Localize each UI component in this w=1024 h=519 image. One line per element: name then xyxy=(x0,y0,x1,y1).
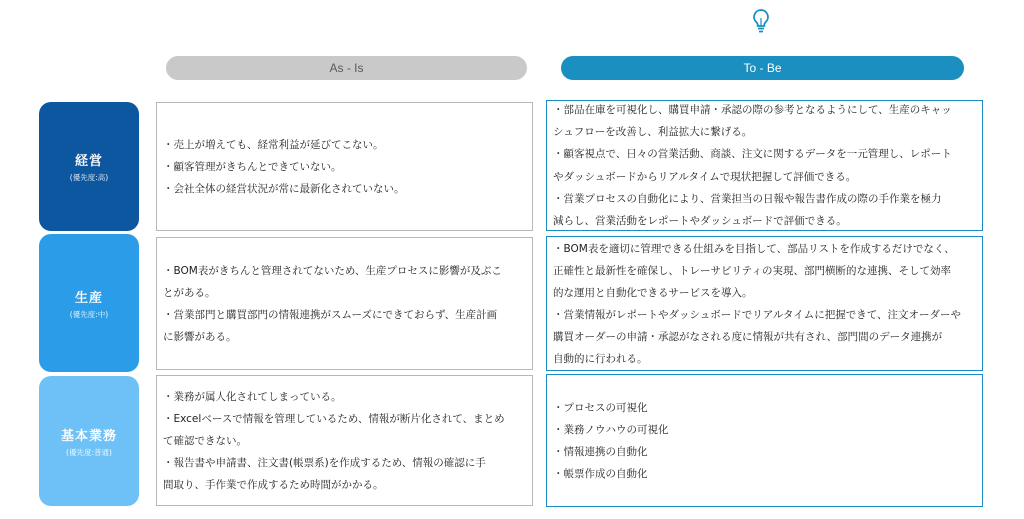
list-item: ・帳票作成の自動化 xyxy=(553,467,648,480)
list-item: ・売上が増えても、経常利益が延びてこない。 xyxy=(163,138,384,151)
category-title: 基本業務 xyxy=(60,428,117,444)
asis-basic-box xyxy=(156,375,533,506)
list-item: ・顧客管理がきちんとできていない。 xyxy=(163,160,342,173)
list-item: シュフローを改善し、利益拡大に繋げる。 xyxy=(553,125,753,138)
asis-production-box xyxy=(156,237,533,370)
category-basic-operations xyxy=(39,376,139,506)
list-item: て確認できない。 xyxy=(163,434,247,447)
category-priority: (優先度:普通) xyxy=(66,447,112,457)
list-item: ・Excelベースで情報を管理しているため、情報が断片化されて、まとめ xyxy=(163,412,505,425)
lightbulb-icon xyxy=(751,8,771,34)
list-item: とがある。 xyxy=(163,286,216,299)
list-item: 自動的に行われる。 xyxy=(553,352,648,365)
list-item: ・営業プロセスの自動化により、営業担当の日報や報告書作成の際の手作業を極力 xyxy=(553,192,942,205)
list-item: ・プロセスの可視化 xyxy=(553,401,648,414)
category-management xyxy=(39,102,139,231)
list-item: ・業務ノウハウの可視化 xyxy=(553,423,669,436)
list-item: やダッシュボードからリアルタイムで現状把握して評価できる。 xyxy=(553,170,857,183)
list-item: ・報告書や申請書、注文書(帳票系)を作成するため、情報の確認に手 xyxy=(163,456,486,469)
tobe-production-box xyxy=(546,236,983,371)
list-item: 購買オーダーの申請・承認がなされる度に情報が共有され、部門間のデータ連携が xyxy=(553,330,943,343)
category-title: 経営 xyxy=(74,154,103,169)
list-item: ・会社全体の経営状況が常に最新化されていない。 xyxy=(163,182,405,195)
list-item: ・部品在庫を可視化し、購買申請・承認の際の参考となるようにして、生産のキャッ xyxy=(553,103,952,116)
category-production xyxy=(39,234,139,372)
list-item: 減らし、営業活動をレポートやダッシュボードで評価できる。 xyxy=(553,215,847,228)
category-priority: (優先度:高) xyxy=(69,173,109,182)
list-item: ・BOM表を適切に管理できる仕組みを目指して、部品リストを作成するだけでなく、 xyxy=(553,242,955,255)
list-item: 的な運用と自動化できるサービスを導入。 xyxy=(553,286,753,299)
category-title: 生産 xyxy=(74,290,103,306)
list-item: ・情報連携の自動化 xyxy=(553,445,648,458)
asis-management-box xyxy=(156,102,533,231)
tobe-header: To - Be xyxy=(561,56,964,80)
list-item: 間取り、手作業で作成するため時間がかかる。 xyxy=(163,478,384,491)
category-priority: (優先度:中) xyxy=(69,309,109,319)
list-item: ・BOM表がきちんと管理されてないため、生産プロセスに影響が及ぶこ xyxy=(163,264,502,277)
tobe-management-box xyxy=(546,100,983,231)
asis-header: As - Is xyxy=(166,56,527,80)
list-item: 正確性と最新性を確保し、トレーサビリティの実現、部門横断的な連携、そして効率 xyxy=(553,264,951,277)
list-item: ・業務が属人化されてしまっている。 xyxy=(163,390,342,403)
list-item: ・営業部門と購買部門の情報連携がスムーズにできておらず、生産計画 xyxy=(163,308,498,321)
list-item: ・営業情報がレポートやダッシュボードでリアルタイムに把握できて、注文オーダーや xyxy=(553,308,962,321)
list-item: に影響がある。 xyxy=(163,330,237,343)
tobe-basic-box xyxy=(546,374,983,507)
list-item: ・顧客視点で、日々の営業活動、商談、注文に関するデータを一元管理し、レポート xyxy=(553,148,952,161)
